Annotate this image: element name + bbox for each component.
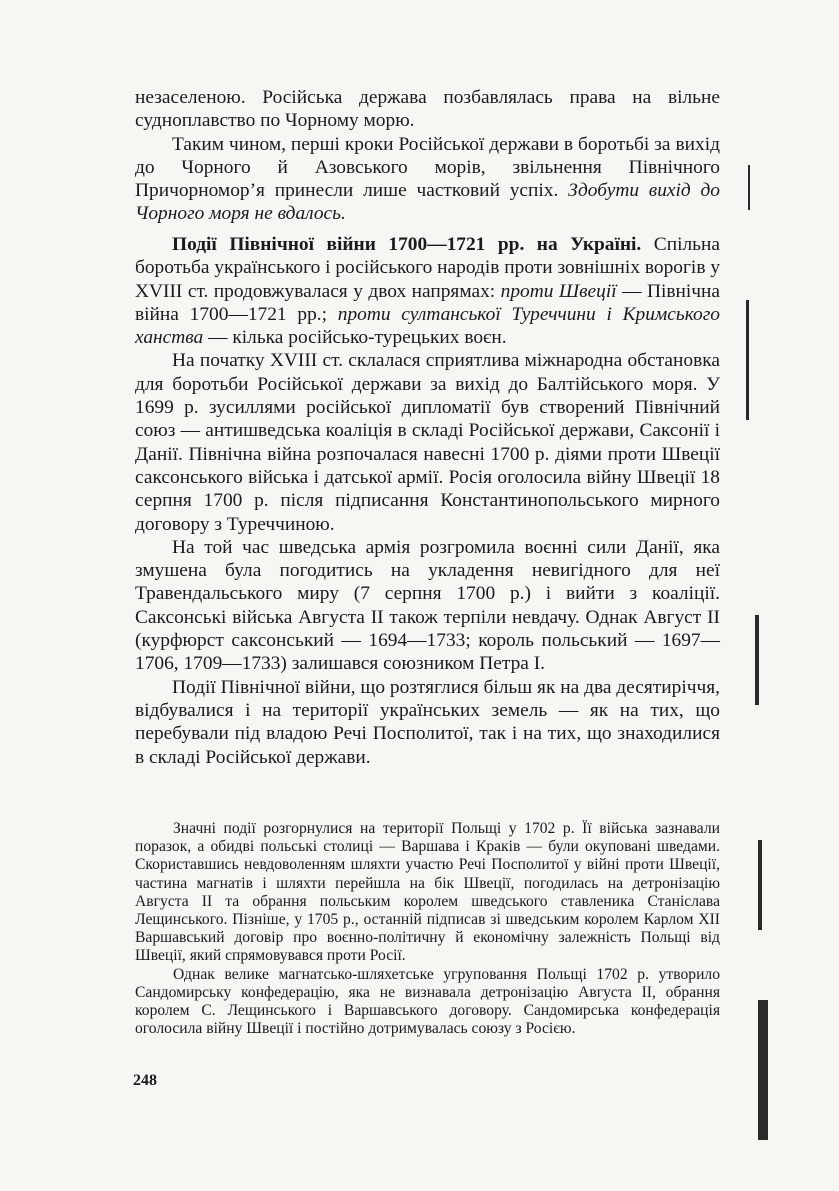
paragraph-1: незаселеною. Російська держава позбавлялась права на вільне судноплавство по Чорному морю.: [135, 87, 720, 132]
paragraph-6: Події Північної війни, що розтяглися більш як на два десятиріччя, відбувалися і на території українських земель — як на тих, що перебували під владою Речі Посполитої, так і на тих, що знаходилися в складі Російської держави.: [135, 676, 720, 768]
intro-text: [135, 86, 720, 226]
page-number: 248: [133, 1072, 157, 1089]
section-heading: Події Північної війни 1700—1721 рр. на Україні.: [172, 234, 642, 255]
scan-artifact: [748, 165, 750, 210]
p3-emphasis-turkey: проти султанської Туреччини і Кримського ханства: [135, 303, 720, 349]
paragraph-2-text: Таким чином, перші кроки Російської держави в боротьбі за вихід до Чорного й Азовського морів, звільнення Північного Причорномор’я принесли лише частковий успіх.: [135, 133, 720, 202]
small-paragraph-2: Однак велике магнатсько-шляхетське угруповання Польщі 1702 р. утворило Сандомирську конфедерацію, яка не визнавала детронізацію Августа II, обрання королем С. Лещинського і Варшавського договору. Сандомирська конфедерація оголосила війну Швеції і постійно дотримувалась союзу з Росією.: [135, 965, 720, 1038]
small-paragraph-1: Значні події розгорнулися на території Польщі у 1702 р. Її війська зазнавали поразок, а обидві польські столиці — Варшава і Краків — були окуповані шведами. Скориставшись невдоволенням шляхти участю Речі Посполитої у війні проти Швеції, частина магнатів і шляхти перейшла на бік Швеції, погодилась на детронізацію Августа II та обрання польським королем шведського ставленика Станіслава Лещинського. Пізніше, у 1705 р., останній підписав зі шведським королем Карлом XII Варшавський договір про воєнно-політичну й економічну залежність Польщі від Швеції, який спрямовувався проти Росії.: [135, 820, 720, 965]
scan-artifact: [758, 1000, 768, 1140]
paragraph-4: На початку XVIII ст. склалася сприятлива міжнародна обстановка для боротьби Російської держави за вихід до Балтійського моря. У 1699 р. зусиллями російської дипломатії був створений Північний союз — антишведська коаліція в складі Російської держави, Саксонії і Данії. Північна війна розпочалася навесні 1700 р. діями проти Швеції саксонського війська і датської армії. Росія оголосила війну Швеції 18 серпня 1700 р. після підписання Константинопольського мирного договору з Туреччиною.: [135, 350, 720, 535]
p3-emphasis-sweden: проти Швеції: [500, 280, 617, 302]
p3-text-a: Спільна боротьба українського і російського народів проти зовнішніх ворогів у XVIII ст. продовжувалася у двох напрямах:: [135, 234, 721, 302]
paragraph-3: [135, 233, 720, 349]
p3-text-e: — кілька російсько-турецьких воєн.: [203, 327, 507, 349]
paragraph-5: На той час шведська армія розгромила воєнні сили Данії, яка змушена була погодитись на укладення невигідного для неї Травендальського миру (7 серпня 1700 р.) і вийти з коаліції. Саксонські війська Августа II також терпіли невдачу. Однак Август II (курфюрст саксонський — 1694—1733; король польський — 1697—1706, 1709—1733) залишався союзником Петра I.: [135, 536, 720, 675]
paragraph-2-emphasis: Здобути вихід до Чорного моря не вдалось.: [135, 180, 720, 225]
section-northern-war: [135, 233, 720, 769]
small-print-block: [135, 820, 720, 1038]
paragraph-2: [135, 133, 720, 226]
scan-artifact: [746, 300, 749, 420]
p3-text-c: — Північна війна 1700—1721 рр.;: [135, 280, 720, 325]
scan-artifact: [758, 840, 762, 930]
scan-artifact: [755, 615, 759, 705]
